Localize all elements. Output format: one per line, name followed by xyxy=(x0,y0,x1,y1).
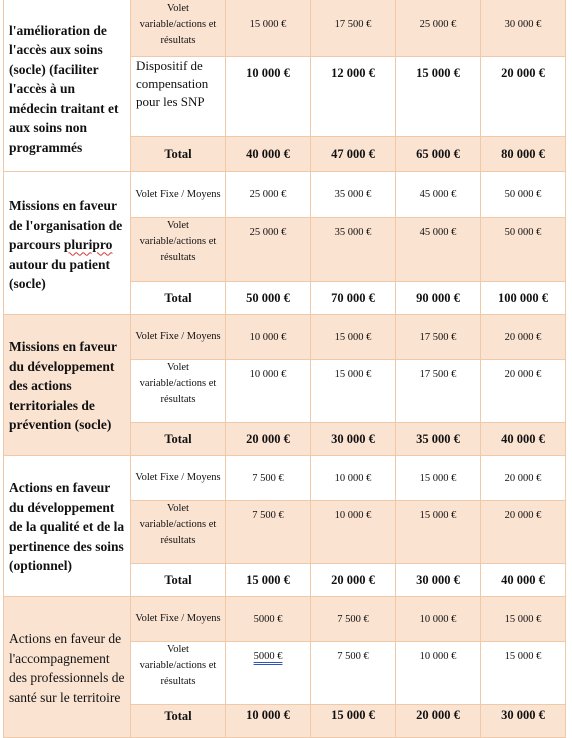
value-cell: 15 000 € xyxy=(311,315,396,360)
row-label: Volet Fixe / Moyens xyxy=(131,456,226,501)
total-value: 40 000 € xyxy=(481,564,566,597)
value-cell: 12 000 € xyxy=(311,57,396,137)
row-label: Volet variable/actions et résultats xyxy=(131,218,226,282)
total-label: Total xyxy=(131,137,226,172)
value-cell xyxy=(226,642,311,705)
total-value: 100 000 € xyxy=(481,282,566,315)
value-cell: 17 500 € xyxy=(396,360,481,423)
value-cell: 10 000 € xyxy=(226,57,311,137)
value-cell: 5000 € xyxy=(226,597,311,642)
row-label: Volet variable/actions et résultats xyxy=(131,501,226,564)
value-cell: 20 000 € xyxy=(481,456,566,501)
total-value: 20 000 € xyxy=(396,705,481,738)
row-label: Dispositif de compensation pour les SNP xyxy=(131,57,226,137)
total-value: 30 000 € xyxy=(396,564,481,597)
row-label: Volet variable/actions et résultats xyxy=(131,642,226,705)
value-cell: 35 000 € xyxy=(311,218,396,282)
document-page xyxy=(3,0,565,738)
mission-label-part: pluripro xyxy=(63,237,113,253)
table-row xyxy=(4,0,566,57)
value-cell: 20 000 € xyxy=(481,315,566,360)
value-cell: 7 500 € xyxy=(226,456,311,501)
value-cell: 25 000 € xyxy=(396,0,481,57)
value-cell: 15 000 € xyxy=(396,501,481,564)
row-label: Volet Fixe / Moyens xyxy=(131,315,226,360)
funding-table xyxy=(3,0,566,738)
value-cell: 17 500 € xyxy=(396,315,481,360)
total-value: 30 000 € xyxy=(311,423,396,456)
value-cell: 45 000 € xyxy=(396,172,481,218)
value-cell: 10 000 € xyxy=(226,315,311,360)
total-value: 90 000 € xyxy=(396,282,481,315)
value-cell: 7 500 € xyxy=(226,501,311,564)
value-cell: 15 000 € xyxy=(226,0,311,57)
value-text: 5000 € xyxy=(253,651,283,662)
value-cell: 20 000 € xyxy=(481,360,566,423)
total-value: 15 000 € xyxy=(311,705,396,738)
value-cell: 50 000 € xyxy=(481,172,566,218)
value-cell: 15 000 € xyxy=(396,57,481,137)
row-label: Volet Fixe / Moyens xyxy=(131,597,226,642)
value-cell: 10 000 € xyxy=(396,597,481,642)
total-value: 10 000 € xyxy=(226,705,311,738)
total-value: 80 000 € xyxy=(481,137,566,172)
total-label: Total xyxy=(131,705,226,738)
total-value: 15 000 € xyxy=(226,564,311,597)
value-cell: 25 000 € xyxy=(226,218,311,282)
mission-label-part: autour du patient (socle) xyxy=(9,256,111,292)
total-value: 70 000 € xyxy=(311,282,396,315)
value-cell: 25 000 € xyxy=(226,172,311,218)
value-cell: 7 500 € xyxy=(311,597,396,642)
total-value: 40 000 € xyxy=(481,423,566,456)
total-value: 40 000 € xyxy=(226,137,311,172)
value-cell: 7 500 € xyxy=(311,642,396,705)
table-row xyxy=(4,597,566,642)
mission-label-part: Missions en faveur de l'organisation de parcours xyxy=(9,198,123,253)
row-label: Volet Fixe / Moyens xyxy=(131,172,226,218)
total-value: 30 000 € xyxy=(481,705,566,738)
total-label: Total xyxy=(131,564,226,597)
mission-cell xyxy=(4,172,131,315)
mission-label: Actions en faveur de l'accompagnement des professionnels de santé sur le territoire xyxy=(9,631,125,705)
mission-cell xyxy=(4,315,131,456)
mission-label: Missions en faveur du développement des actions territoriales de prévention (socle) xyxy=(9,339,117,433)
mission-label: l'amélioration de l'accès aux soins (socle) (faciliter l'accès à un médecin traitant et aux soins non programmés xyxy=(9,22,119,155)
value-cell: 15 000 € xyxy=(481,642,566,705)
total-value: 50 000 € xyxy=(226,282,311,315)
total-value: 65 000 € xyxy=(396,137,481,172)
value-cell: 10 000 € xyxy=(311,456,396,501)
table-row xyxy=(4,315,566,360)
value-cell: 15 000 € xyxy=(396,456,481,501)
mission-cell xyxy=(4,456,131,597)
total-label: Total xyxy=(131,423,226,456)
value-cell: 50 000 € xyxy=(481,218,566,282)
mission-cell xyxy=(4,0,131,172)
value-cell: 15 000 € xyxy=(311,360,396,423)
total-value: 20 000 € xyxy=(226,423,311,456)
total-value: 47 000 € xyxy=(311,137,396,172)
table-row xyxy=(4,456,566,501)
value-cell: 30 000 € xyxy=(481,0,566,57)
total-value: 35 000 € xyxy=(396,423,481,456)
value-cell: 17 500 € xyxy=(311,0,396,57)
row-label: Volet variable/actions et résultats xyxy=(131,0,226,57)
value-cell: 35 000 € xyxy=(311,172,396,218)
value-cell: 10 000 € xyxy=(226,360,311,423)
total-label: Total xyxy=(131,282,226,315)
row-label: Volet variable/actions et résultats xyxy=(131,360,226,423)
value-cell: 20 000 € xyxy=(481,57,566,137)
value-cell: 20 000 € xyxy=(481,501,566,564)
table-row xyxy=(4,172,566,218)
value-cell: 45 000 € xyxy=(396,218,481,282)
mission-cell xyxy=(4,597,131,738)
value-cell: 15 000 € xyxy=(481,597,566,642)
total-value: 20 000 € xyxy=(311,564,396,597)
mission-label: Actions en faveur du développement de la qualité et de la pertinence des soins (optionnel) xyxy=(9,480,125,574)
value-cell: 10 000 € xyxy=(311,501,396,564)
value-cell: 10 000 € xyxy=(396,642,481,705)
